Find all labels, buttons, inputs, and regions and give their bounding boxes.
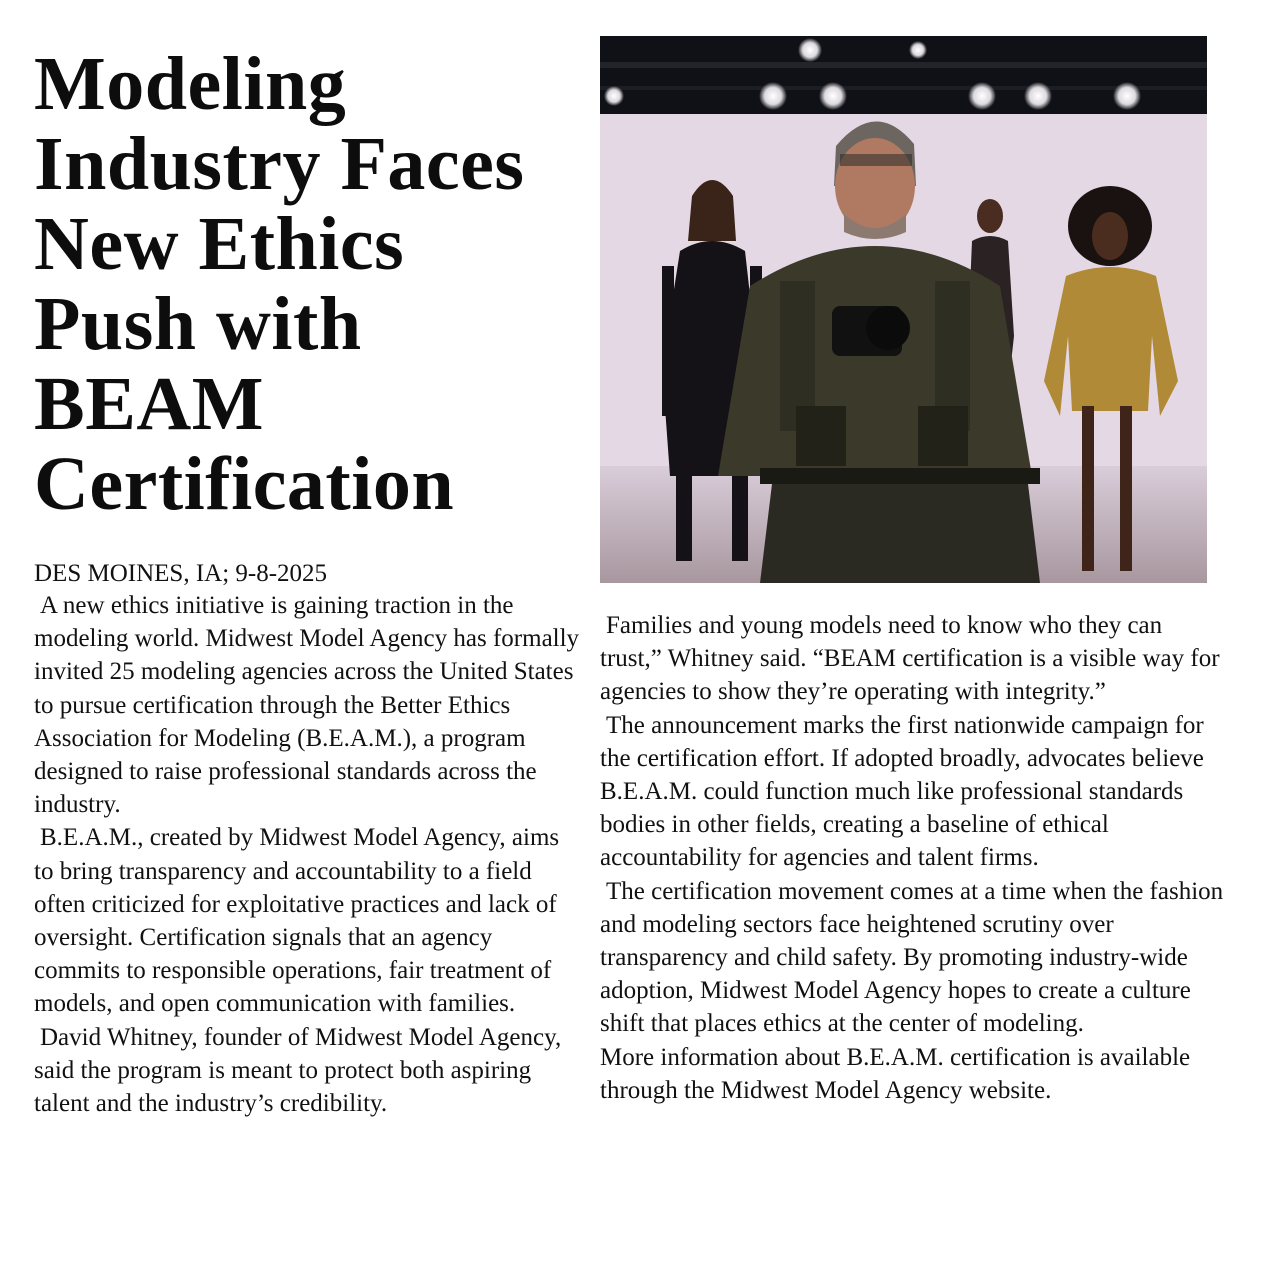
article-paragraph: The announcement marks the first nationwide campaign for the certification effort. If adopted broadly, advocates believe B.E.A.M. could function much like professional standards bodies in other fields, creating a baseline of ethical accountability for agencies and talent firms. [600, 711, 1204, 872]
article-paragraph: B.E.A.M., created by Midwest Model Agency, aims to bring transparency and accountability to a field often criticized for exploitative practices and lack of oversight. Certification signals that an agency commits to responsible operations, fair treatment of models, and open communication with families. [34, 824, 560, 1018]
article-photo-runway [600, 36, 1207, 583]
article-paragraph: David Whitney, founder of Midwest Model Agency, said the program is meant to protect both aspiring talent and the industry’s credibility. [34, 1023, 562, 1118]
article-headline: Modeling Industry Faces New Ethics Push with BEAM Certification [34, 42, 525, 526]
article-paragraph: A new ethics initiative is gaining traction in the modeling world. Midwest Model Agency has formally invited 25 modeling agencies across the United States to pursue certification through the Better Ethics Association for Modeling (B.E.A.M.), a program designed to raise professional standards across the industry. [34, 592, 580, 819]
article-dateline: DES MOINES, IA; 9-8-2025 [34, 560, 328, 587]
article-paragraph: Families and young models need to know who they can trust,” Whitney said. “BEAM certification is a visible way for agencies to show they’re operating with integrity.” [600, 612, 1220, 706]
article-column-left [34, 559, 582, 1120]
article-paragraph: The certification movement comes at a time when the fashion and modeling sectors face heightened scrutiny over transparency and child safety. By promoting industry-wide adoption, Midwest Model Agency hopes to create a culture shift that places ethics at the center of modeling. [600, 877, 1224, 1038]
article-paragraph: More information about B.E.A.M. certification is available through the Midwest Model Agency website. [600, 1043, 1191, 1104]
article-column-right [600, 609, 1230, 1107]
